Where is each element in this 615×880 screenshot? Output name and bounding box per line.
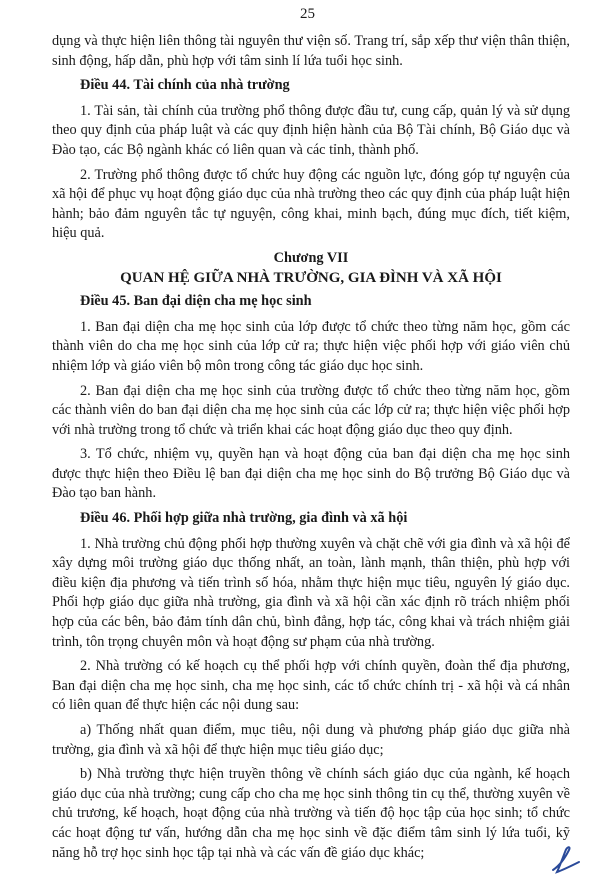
article-44-clause-2: 2. Trường phổ thông được tổ chức huy động các nguồn lực, đóng góp tự nguyện của xã hội để phục vụ hoạt động giáo dục của nhà trường theo các quy định của pháp luật hiện hành; bảo đảm nguyên tắc tự nguyện, công khai, minh bạch, đúng mục đích, tiết kiệm, hiệu quả. bbox=[52, 166, 570, 242]
paragraph-continuation: dụng và thực hiện liên thông tài nguyên thư viện số. Trang trí, sắp xếp thư viện thân thiện, sinh động, hấp dẫn, phù hợp với tâm sinh lí lứa tuổi học sinh. bbox=[52, 33, 570, 69]
article-45-clause-2: 2. Ban đại diện cha mẹ học sinh của trường được tổ chức theo từng năm học, gồm các thành viên do ban đại diện cha mẹ học sinh của các lớp cử ra; thực hiện việc phối hợp với nhà trường trong tổ chức và triển khai các hoạt động giáo dục theo quy định. bbox=[52, 382, 570, 438]
article-46-heading: Điều 46. Phối hợp giữa nhà trường, gia đình và xã hội bbox=[80, 510, 408, 527]
initial-signature bbox=[545, 840, 585, 876]
article-46-clause-2b: b) Nhà trường thực hiện truyền thông về chính sách giáo dục của ngành, kế hoạch giáo dục của nhà trường; cung cấp cho cha mẹ học sinh thông tin cụ thể, thường xuyên về chủ trương, kế hoạch, hoạt động của nhà trường và tiến độ học tập của học sinh; tổ chức các hoạt động tư vấn, hướng dẫn cha mẹ học sinh về đặc điểm tâm sinh lý lứa tuổi, kỹ năng hỗ trợ học sinh học tập tại nhà và các vấn đề giáo dục khác; bbox=[52, 766, 570, 861]
article-46-clause-1: 1. Nhà trường chủ động phối hợp thường xuyên và chặt chẽ với gia đình và xã hội để xây dựng môi trường giáo dục thống nhất, an toàn, lành mạnh, thân thiện, phù hợp với điều kiện địa phương và tiến trình số hóa, nhằm thực hiện mục tiêu, nguyên lý giáo dục. Phối hợp giáo dục giữa nhà trường, gia đình và xã hội cần xác định rõ trách nhiệm phối hợp của các bên, bảo đảm tính dân chủ, bình đẳng, hợp tác, công khai và trách nhiệm giải trình, tôn trọng chuyên môn và hoạt động sư phạm của nhà trường. bbox=[52, 535, 570, 650]
chapter-title: QUAN HỆ GIỮA NHÀ TRƯỜNG, GIA ĐÌNH VÀ XÃ HỘI bbox=[120, 269, 502, 286]
article-45-clause-3: 3. Tổ chức, nhiệm vụ, quyền hạn và hoạt động của ban đại diện cha mẹ học sinh được thực hiện theo Điều lệ ban đại diện cha mẹ học sinh do Bộ trưởng Bộ Giáo dục và Đào tạo ban hành. bbox=[52, 446, 570, 502]
article-44-heading: Điều 44. Tài chính của nhà trường bbox=[80, 77, 290, 94]
article-46-clause-2: 2. Nhà trường có kế hoạch cụ thể phối hợp với chính quyền, đoàn thể địa phương, Ban đại diện cha mẹ học sinh, cha mẹ học sinh, các tổ chức chính trị - xã hội và cá nhân có liên quan để thực hiện các nội dung sau: bbox=[52, 658, 570, 714]
chapter-label: Chương VII bbox=[273, 249, 349, 266]
article-44-clause-1: 1. Tài sản, tài chính của trường phổ thông được đầu tư, cung cấp, quản lý và sử dụng theo quy định của pháp luật và các quy định hiện hành của Bộ Tài chính, Bộ Giáo dục và Đào tạo, các Bộ ngành khác có liên quan và các tỉnh, thành phố. bbox=[52, 102, 570, 158]
page-number: 25 bbox=[300, 6, 315, 22]
article-45-heading: Điều 45. Ban đại diện cha mẹ học sinh bbox=[80, 293, 312, 310]
article-45-clause-1: 1. Ban đại diện cha mẹ học sinh của lớp được tổ chức theo từng năm học, gồm các thành viên do cha mẹ học sinh của lớp cử ra; thực hiện việc phối hợp với giáo viên chủ nhiệm lớp và giáo viên bộ môn trong công tác giáo dục học sinh. bbox=[52, 318, 570, 374]
document-body bbox=[52, 32, 570, 868]
article-46-clause-2a: a) Thống nhất quan điểm, mục tiêu, nội dung và phương pháp giáo dục giữa nhà trường, gia đình và xã hội để thực hiện mục tiêu giáo dục; bbox=[52, 722, 570, 758]
